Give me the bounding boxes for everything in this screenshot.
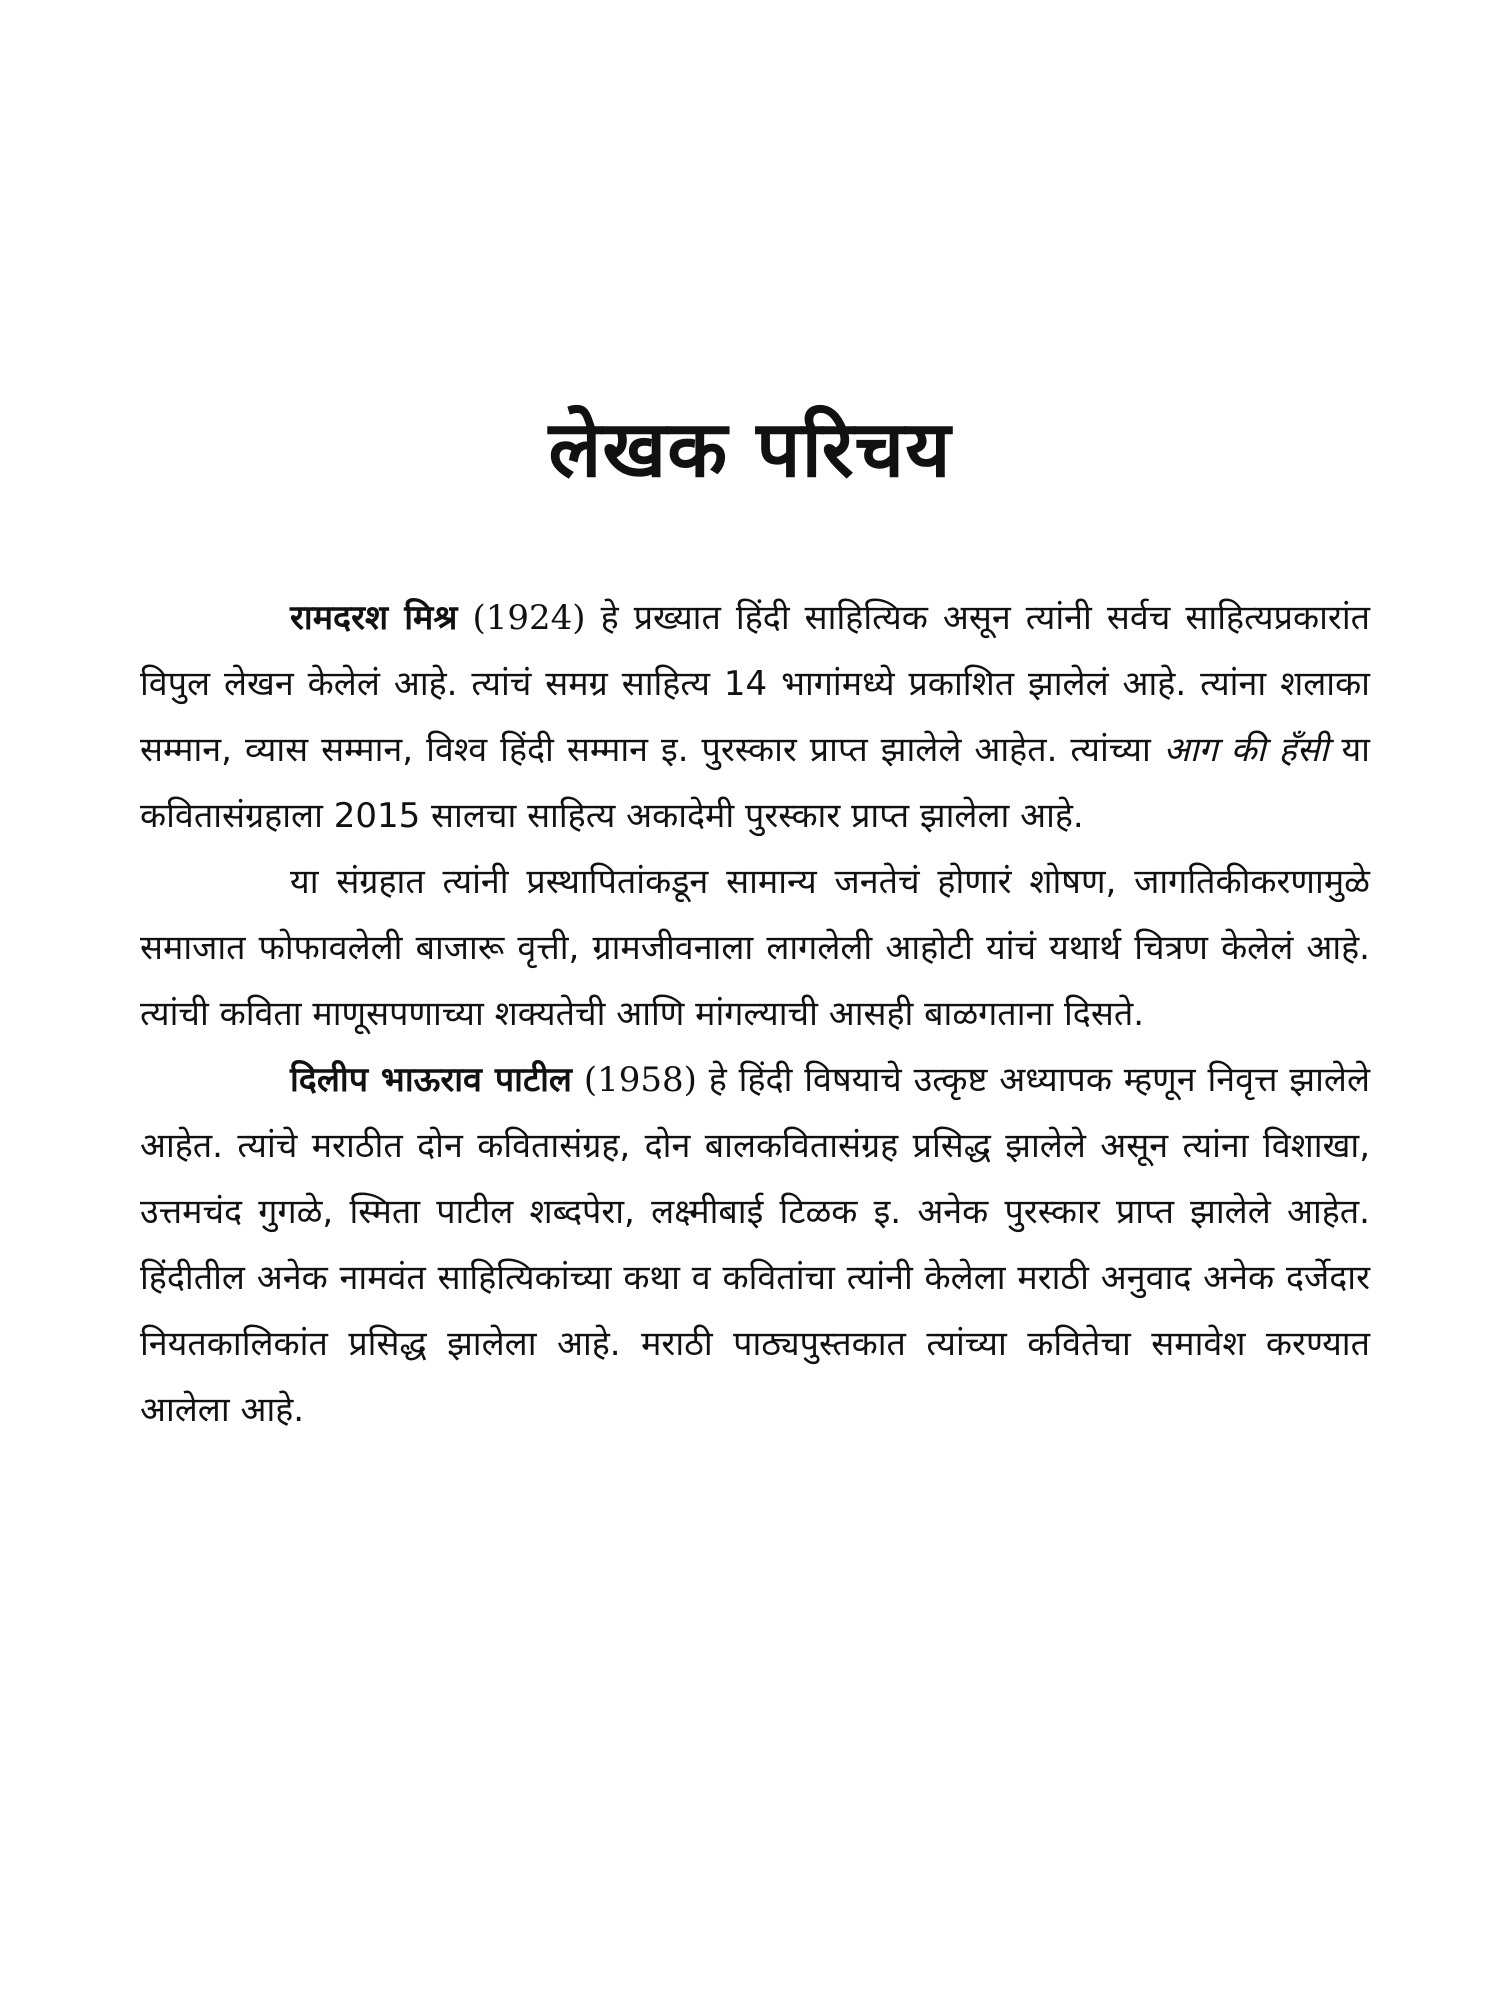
- paragraph-author-2: [140, 1047, 1370, 1443]
- author-name-1: रामदरश मिश्र: [290, 598, 458, 638]
- author-name-2: दिलीप भाऊराव पाटील: [290, 1060, 572, 1100]
- author-intro-body: [140, 585, 1370, 1443]
- author-year-1: (1924): [472, 598, 586, 638]
- paragraph-text: हे हिंदी विषयाचे उत्कृष्ट अध्यापक म्हणून निवृत्त झालेले आहेत. त्यांचे मराठीत दोन कवितासंग्रह, दोन बालकवितासंग्रह प्रसिद्ध झालेले असून त्यांना विशाखा, उत्तमचंद गुगळे, स्मिता पाटील शब्दपेरा, लक्ष्मीबाई टिळक इ. अनेक पुरस्कार प्राप्त झालेले आहेत. हिंदीतील अनेक नामवंत साहित्यिकांच्या कथा व कवितांचा त्यांनी केलेला मराठी अनुवाद अनेक दर्जेदार नियतकालिकांत प्रसिद्ध झालेला आहे. मराठी पाठ्यपुस्तकात त्यांच्या कवितेचा समावेश करण्यात आलेला आहे.: [140, 1060, 1370, 1430]
- paragraph-collection: [140, 849, 1370, 1047]
- paragraph-text: या संग्रहात त्यांनी प्रस्थापितांकडून सामान्य जनतेचं होणारं शोषण, जागतिकीकरणामुळे समाजात फोफावलेली बाजारू वृत्ती, ग्रामजीवनाला लागलेली आहोटी यांचं यथार्थ चित्रण केलेलं आहे. त्यांची कविता माणूसपणाच्या शक्यतेची आणि मांगल्याची आसही बाळगताना दिसते.: [140, 862, 1370, 1034]
- paragraph-author-1: [140, 585, 1370, 849]
- author-year-2: (1958): [583, 1060, 697, 1100]
- paragraph-text: या कवितासंग्रहाला 2015 सालचा साहित्य अकादेमी पुरस्कार प्राप्त झालेला आहे.: [140, 730, 1370, 836]
- paragraph-text: हे प्रख्यात हिंदी साहित्यिक असून त्यांनी सर्वच साहित्यप्रकारांत विपुल लेखन केलेलं आहे. त्यांचं समग्र साहित्य 14 भागांमध्ये प्रकाशित झालेलं आहे. त्यांना शलाका सम्मान, व्यास सम्मान, विश्व हिंदी सम्मान इ. पुरस्कार प्राप्त झालेले आहेत. त्यांच्या: [140, 598, 1371, 770]
- page-title: लेखक परिचय: [548, 405, 952, 495]
- book-title: आग की हँसी: [1163, 730, 1329, 770]
